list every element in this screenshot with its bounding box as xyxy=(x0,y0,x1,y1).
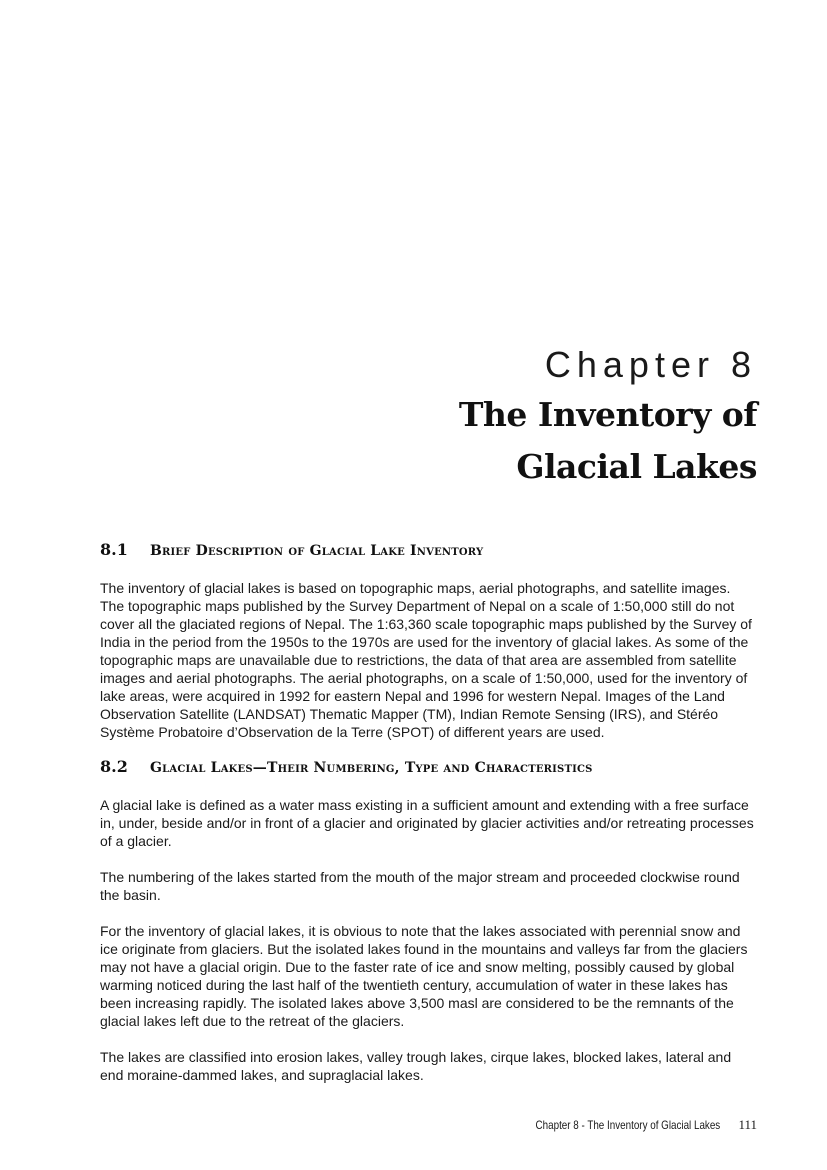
paragraph: A glacial lake is defined as a water mass existing in a sufficient amount and extending with a free surface in, under, beside and/or in front of a glacier and originated by glacier activities and/or retreating processes of a glacier. xyxy=(100,797,754,849)
page-footer xyxy=(495,1117,757,1133)
chapter-title-line-1: The Inventory of xyxy=(458,395,757,434)
chapter-title xyxy=(459,389,757,493)
chapter-title-line-2: Glacial Lakes xyxy=(516,447,757,486)
section-number: 8.2 xyxy=(100,757,128,776)
chapter-heading xyxy=(459,343,757,493)
page-number: 111 xyxy=(738,1117,757,1132)
section-number: 8.1 xyxy=(100,540,128,559)
section-heading-8-2 xyxy=(100,757,757,776)
section-title: Glacial Lakes—Their Numbering, Type and Characteristics xyxy=(150,760,593,776)
chapter-body xyxy=(100,540,757,1084)
paragraph: The lakes are classified into erosion lakes, valley trough lakes, cirque lakes, blocked lakes, lateral and end moraine-dammed lakes, and supraglacial lakes. xyxy=(100,1049,732,1083)
running-footer-title: Chapter 8 - The Inventory of Glacial Lakes xyxy=(535,1118,721,1132)
section-title: Brief Description of Glacial Lake Inventory xyxy=(150,543,484,559)
paragraph: The inventory of glacial lakes is based on topographic maps, aerial photographs, and satellite images. The topographic maps published by the Survey Department of Nepal on a scale of 1:50,000 still do not cover all the glaciated regions of Nepal. The 1:63,360 scale topographic maps published by the Survey of India in the period from the 1950s to the 1970s are used for the inventory of glacial lakes. As some of the topographic maps are unavailable due to restrictions, the data of that area are assembled from satellite images and aerial photographs. The aerial photographs, on a scale of 1:50,000, used for the inventory of lake areas, were acquired in 1992 for eastern Nepal and 1996 for western Nepal. Images of the Land Observation Satellite (LANDSAT) Thematic Mapper (TM), Indian Remote Sensing (IRS), and Stéréo Système Probatoire d’Observation de la Terre (SPOT) of different years are used. xyxy=(100,580,752,740)
section-heading-8-1 xyxy=(100,540,757,559)
paragraph: The numbering of the lakes started from the mouth of the major stream and proceeded clockwise round the basin. xyxy=(100,869,740,903)
paragraph: For the inventory of glacial lakes, it is obvious to note that the lakes associated with perennial snow and ice originate from glaciers. But the isolated lakes found in the mountains and valleys far from the glaciers may not have a glacial origin. Due to the faster rate of ice and snow melting, possibly caused by global warming noticed during the last half of the twentieth century, accumulation of water in these lakes has been increasing rapidly. The isolated lakes above 3,500 masl are considered to be the remnants of the glacial lakes left due to the retreat of the glaciers. xyxy=(100,923,748,1029)
chapter-label: Chapter 8 xyxy=(544,344,757,385)
